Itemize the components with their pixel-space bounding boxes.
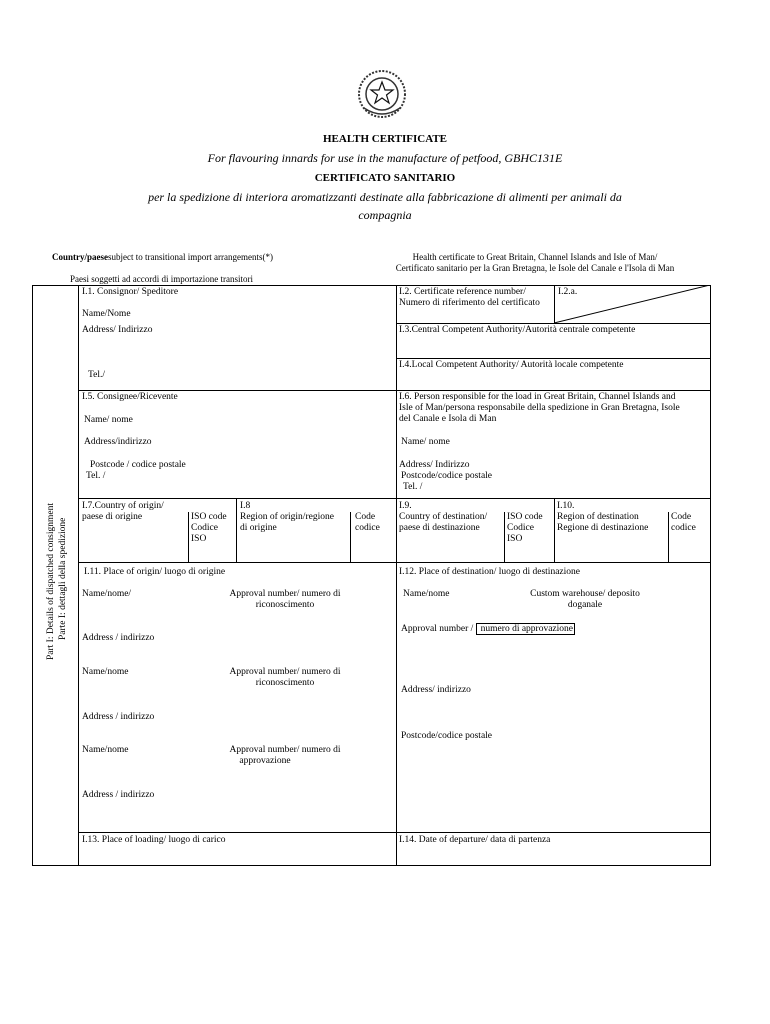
i11-approval3-line2: approvazione <box>239 756 291 766</box>
i2a: I.2.a. <box>558 287 578 297</box>
i10-line2: Region of destination <box>557 512 639 522</box>
i8-line3: di origine <box>240 523 277 533</box>
iso-origin-line3: ISO <box>191 534 207 544</box>
country-left-it: Paesi soggetti ad accordi di importazione transitori <box>70 274 253 284</box>
i11-title: I.11. Place of origin/ luogo di origine <box>84 567 226 577</box>
i11-approval1-line2: riconoscimento <box>255 600 315 610</box>
i1-address: Address/ Indirizzo <box>82 325 153 335</box>
i6-line1: I.6. Person responsible for the load in Great Britain, Channel Islands and <box>399 392 676 402</box>
i12-warehouse-line1: Custom warehouse/ deposito <box>530 589 640 599</box>
i11-address3: Address / indirizzo <box>82 790 155 800</box>
country-right-line2: Certificato sanitario per la Gran Bretagna, le Isole del Canale e l'Isola di Man <box>395 263 675 273</box>
i10-line1: I.10. <box>557 501 575 511</box>
i12-postcode: Postcode/codice postale <box>401 731 493 741</box>
side-label-line2: Parte I: dettagli della spedizione <box>58 517 68 640</box>
i9-line2: Country of destination/ <box>399 512 488 522</box>
i7-line1: I.7.Country of origin/ <box>82 501 164 511</box>
i2-title-line1: I.2. Certificate reference number/ <box>399 287 526 297</box>
i11-name1: Name/nome/ <box>82 589 132 599</box>
i1-tel: Tel./ <box>88 370 106 380</box>
i11-address2: Address / indirizzo <box>82 712 155 722</box>
i12-address: Address/ indirizzo <box>401 685 471 695</box>
i11-approval2-line1: Approval number/ numero di <box>229 667 341 677</box>
code-origin-line2: codice <box>355 523 380 533</box>
subtitle-en: For flavouring innards for use in the manufacture of petfood, GBHC131E <box>207 151 563 165</box>
i4: I.4.Local Competent Authority/ Autorità locale competente <box>399 360 624 370</box>
i1-title: I.1. Consignor/ Speditore <box>82 287 179 297</box>
iso-origin-line2: Codice <box>191 523 218 533</box>
i6-tel: Tel. / <box>403 482 423 492</box>
side-label-line1: Part I: Details of dispatched consignment <box>46 503 56 660</box>
i12-title: I.12. Place of destination/ luogo di destinazione <box>399 567 580 577</box>
subtitle-it-line2: compagnia <box>358 208 412 222</box>
country-right-line1: Health certificate to Great Britain, Channel Islands and Isle of Man/ <box>412 252 658 262</box>
i13: I.13. Place of loading/ luogo di carico <box>82 835 226 845</box>
subtitle-it-line1: per la spedizione di interiora aromatizzanti destinate alla fabbricazione di alimenti per animali da <box>148 190 622 204</box>
i10-line3: Regione di destinazione <box>557 523 649 533</box>
i12-warehouse-line2: doganale <box>567 600 603 610</box>
title-it: CERTIFICATO SANITARIO <box>314 172 456 184</box>
i5-address: Address/indirizzo <box>84 437 152 447</box>
i12-approval-label: Approval number / <box>401 624 474 634</box>
code-origin-line1: Code <box>355 512 376 522</box>
i5-postcode: Postcode / codice postale <box>90 460 186 470</box>
i11-approval3-line1: Approval number/ numero di <box>229 745 341 755</box>
title-en: HEALTH CERTIFICATE <box>322 133 447 145</box>
i5-tel: Tel. / <box>86 471 106 481</box>
i11-address1: Address / indirizzo <box>82 633 155 643</box>
i6-address: Address/ Indirizzo <box>399 460 470 470</box>
country-left-text: subject to transitional import arrangements(*) <box>108 252 273 262</box>
i6-line3: del Canale e Isola di Man <box>399 414 497 424</box>
i12-approval-box: numero di approvazione <box>476 623 575 635</box>
iso-dest-line3: ISO <box>507 534 523 544</box>
iso-dest-line2: Codice <box>507 523 534 533</box>
country-left <box>52 252 273 263</box>
i11-approval1-line1: Approval number/ numero di <box>229 589 341 599</box>
i6-name: Name/ nome <box>401 437 450 447</box>
i9-line1: I.9. <box>399 501 412 511</box>
i5-name: Name/ nome <box>84 415 133 425</box>
i1-name: Name/Nome <box>82 309 131 319</box>
code-dest-line1: Code <box>671 512 692 522</box>
iso-origin-line1: ISO code <box>191 512 227 522</box>
i6-line2: Isle of Man/persona responsabile della spedizione in Gran Bretagna, Isole <box>399 403 680 413</box>
i12-name: Name/nome <box>403 589 450 599</box>
i2-title-line2: Numero di riferimento del certificato <box>399 298 540 308</box>
i12-approval <box>401 624 575 635</box>
iso-dest-line1: ISO code <box>507 512 543 522</box>
i5-title: I.5. Consignee/Ricevente <box>82 392 178 402</box>
i6-postcode: Postcode/codice postale <box>401 471 493 481</box>
italian-republic-emblem-icon <box>356 68 408 120</box>
code-dest-line2: codice <box>671 523 696 533</box>
country-left-bold: Country/paese <box>52 252 108 262</box>
i11-name2: Name/nome <box>82 667 129 677</box>
i11-name3: Name/nome <box>82 745 129 755</box>
i7-line2: paese di origine <box>82 512 143 522</box>
i3: I.3.Central Competent Authority/Autorità centrale competente <box>399 325 636 335</box>
i14: I.14. Date of departure/ data di partenza <box>399 835 551 845</box>
i9-line3: paese di destinazione <box>399 523 480 533</box>
i8-line2: Region of origin/regione <box>240 512 334 522</box>
i8-line1: I.8 <box>240 501 251 511</box>
i11-approval2-line2: riconoscimento <box>255 678 315 688</box>
